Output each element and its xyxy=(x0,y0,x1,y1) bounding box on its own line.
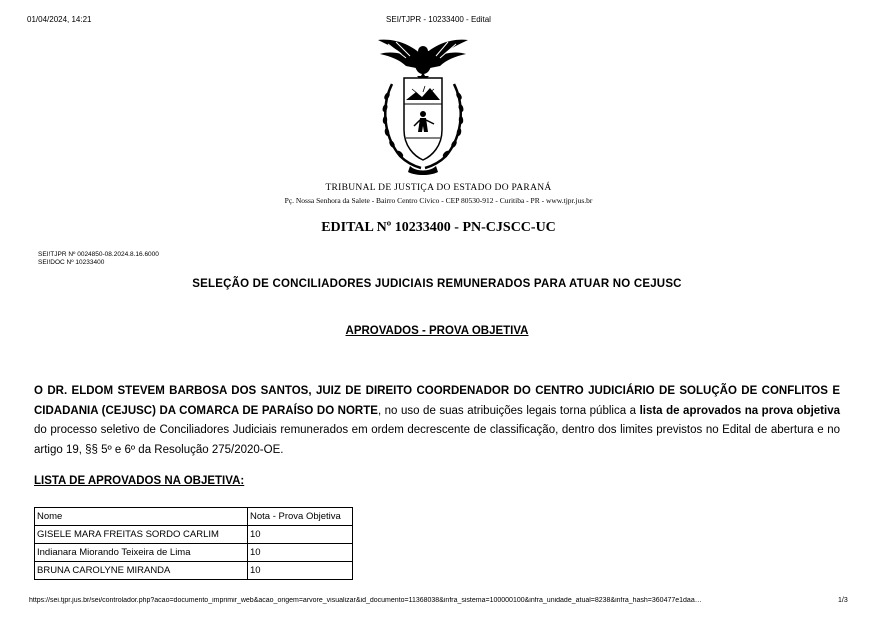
page-number: 1/3 xyxy=(838,597,848,604)
body-bold-middle: lista de aprovados na prova objetiva xyxy=(639,404,840,417)
cell-score: 10 xyxy=(248,526,353,544)
court-address: Pç. Nossa Senhora da Salete - Bairro Centro Cívico - CEP 80530-912 - Curitiba - PR - www.tjpr.jus.br xyxy=(284,196,593,205)
subject-heading: SELEÇÃO DE CONCILIADORES JUDICIAIS REMUNERADOS PARA ATUAR NO CEJUSC xyxy=(192,278,682,290)
cell-name: GISELE MARA FREITAS SORDO CARLIM xyxy=(35,526,248,544)
cell-name: BRUNA CAROLYNE MIRANDA xyxy=(35,562,248,580)
print-datetime: 01/04/2024, 14:21 xyxy=(27,15,92,24)
cell-score: 10 xyxy=(248,562,353,580)
document-reference: SEI!DOC Nº 10233400 xyxy=(38,259,105,266)
parana-coat-of-arms-icon xyxy=(376,34,470,180)
print-footer-url: https://sei.tjpr.jus.br/sei/controlador.php?acao=documento_imprimir_web&acao_origem=arvore_visualizar&id_documento=11368038&infra_sistema=100000100&infra_unidade_atual=8238&infra_hash=360477e1daa… xyxy=(29,597,702,604)
approved-heading: APROVADOS - PROVA OBJETIVA xyxy=(345,325,529,337)
cell-score: 10 xyxy=(248,544,353,562)
list-heading: LISTA DE APROVADOS NA OBJETIVA: xyxy=(34,475,245,487)
court-name: TRIBUNAL DE JUSTIÇA DO ESTADO DO PARANÁ xyxy=(325,183,552,193)
table-row xyxy=(35,526,353,544)
process-reference: SEI!TJPR Nº 0024850-08.2024.8.16.6000 xyxy=(38,251,159,258)
table-header-row xyxy=(35,508,353,526)
results-table xyxy=(34,507,353,580)
header-score: Nota - Prova Objetiva xyxy=(248,508,353,526)
print-document-title: SEI/TJPR - 10233400 - Edital xyxy=(386,15,491,24)
header-name: Nome xyxy=(35,508,248,526)
body-bold-intro: O DR. ELDOM STEVEM BARBOSA DOS SANTOS, JUIZ DE DIREITO COORDENADOR DO CENTRO JUDICIÁRIO DE SOLUÇÃO DE CONFLITOS E CIDADANIA (CEJUSC) DA COMARCA DE PARAÍSO DO NORTE xyxy=(34,385,840,417)
edital-title: EDITAL Nº 10233400 - PN-CJSCC-UC xyxy=(321,220,556,235)
cell-name: Indianara Miorando Teixeira de Lima xyxy=(35,544,248,562)
body-text-1: , no uso de suas atribuições legais torna pública a xyxy=(377,404,640,417)
body-text-2: do processo seletivo de Conciliadores Judiciais remunerados em ordem decrescente de classificação, dentro dos limites previstos no Edital de abertura e no artigo 19, §§ 5º e 6º da Resolução 275/2020-OE. xyxy=(34,424,840,456)
table-row xyxy=(35,562,353,580)
body-paragraph xyxy=(34,382,840,460)
table-row xyxy=(35,544,353,562)
